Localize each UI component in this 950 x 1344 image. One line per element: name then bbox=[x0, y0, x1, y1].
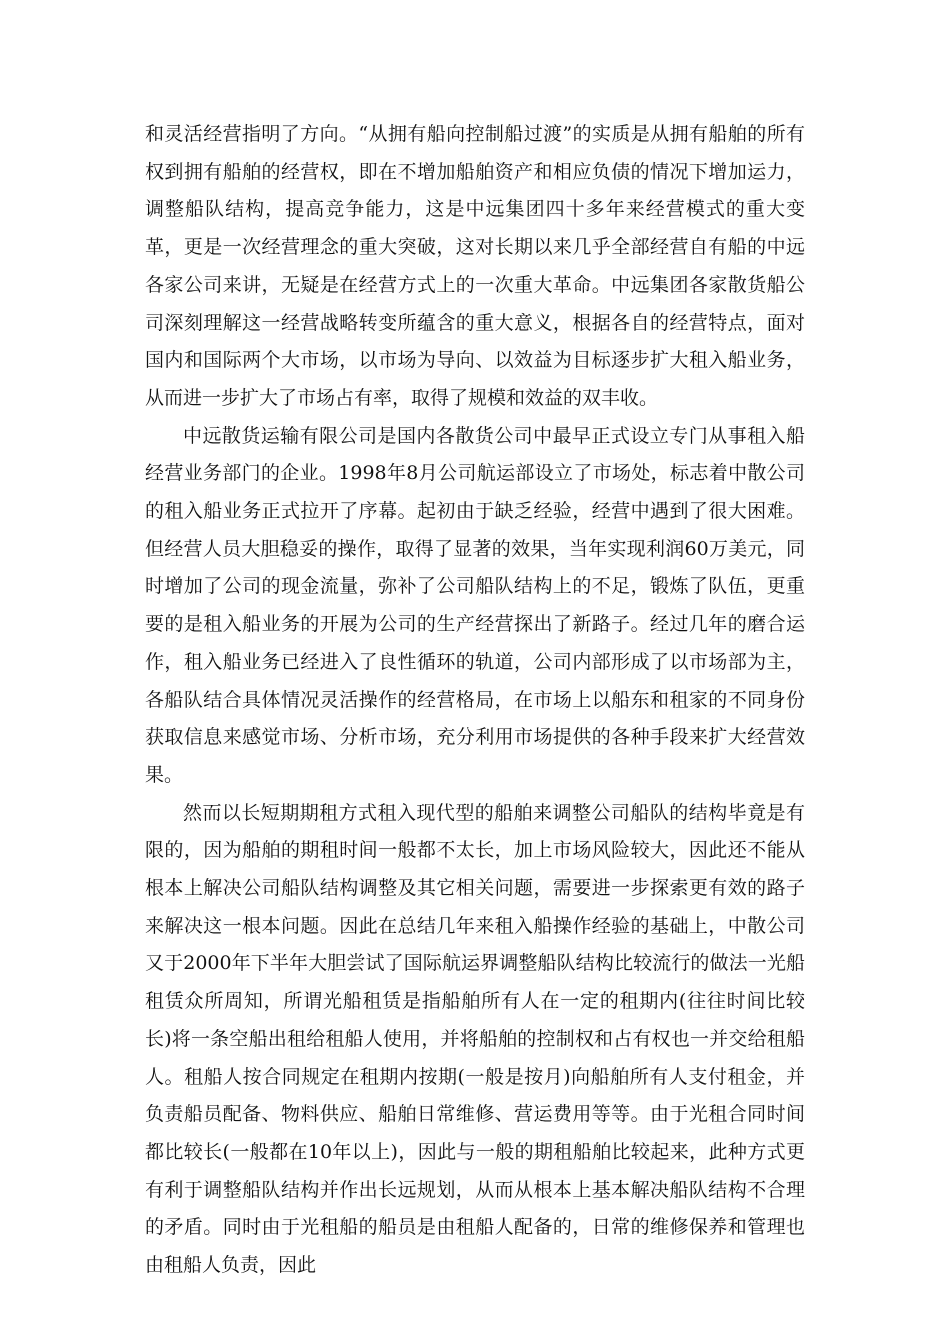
document-page bbox=[145, 116, 805, 1285]
paragraph-3: 然而以长短期期租方式租入现代型的船舶来调整公司船队的结构毕竟是有限的，因为船舶的期租时间一般都不太长，加上市场风险较大，因此还不能从根本上解决公司船队结构调整及其它相关问题，需要进一步探索更有效的路子来解决这一根本问题。因此在总结几年来租入船操作经验的基础上，中散公司又于2000年下半年大胆尝试了国际航运界调整船队结构比较流行的做法一光船租赁众所周知，所谓光船租赁是指船舶所有人在一定的租期内(往往时间比较长)将一条空船出租给租船人使用，并将船舶的控制权和占有权也一并交给租船人。租船人按合同规定在租期内按期(一般是按月)向船舶所有人支付租金，并负责船员配备、物料供应、船舶日常维修、营运费用等等。由于光租合同时间都比较长(一般都在10年以上)，因此与一般的期租船舶比较起来，此种方式更有利于调整船队结构并作出长远规划，从而从根本上基本解决船队结构不合理的矛盾。同时由于光租船的船员是由租船人配备的，日常的维修保养和管理也由租船人负责，因此 bbox=[145, 801, 805, 1277]
paragraph-1: 和灵活经营指明了方向。“从拥有船向控制船过渡”的实质是从拥有船舶的所有权到拥有船舶的经营权，即在不增加船舶资产和相应负债的情况下增加运力，调整船队结构，提高竞争能力，这是中远集团四十多年来经营模式的重大变革，更是一次经营理念的重大突破，这对长期以来几乎全部经营自有船的中远各家公司来讲，无疑是在经营方式上的一次重大革命。中远集团各家散货船公司深刻理解这一经营战略转变所蕴含的重大意义，根据各自的经营特点，面对国内和国际两个大市场，以市场为导向、以效益为目标逐步扩大租入船业务，从而进一步扩大了市场占有率，取得了规模和效益的双丰收。 bbox=[145, 123, 805, 409]
paragraph-2: 中远散货运输有限公司是国内各散货公司中最早正式设立专门从事租入船经营业务部门的企业。1998年8月公司航运部设立了市场处，标志着中散公司的租入船业务正式拉开了序幕。起初由于缺乏经验，经营中遇到了很大困难。但经营人员大胆稳妥的操作，取得了显著的效果，当年实现利润60万美元，同时增加了公司的现金流量，弥补了公司船队结构上的不足，锻炼了队伍，更重要的是租入船业务的开展为公司的生产经营探出了新路子。经过几年的磨合运作，租入船业务已经进入了良性循环的轨道，公司内部形成了以市场部为主，各船队结合具体情况灵活操作的经营格局，在市场上以船东和租家的不同身份获取信息来感觉市场、分析市场，充分利用市场提供的各种手段来扩大经营效果。 bbox=[145, 424, 805, 786]
